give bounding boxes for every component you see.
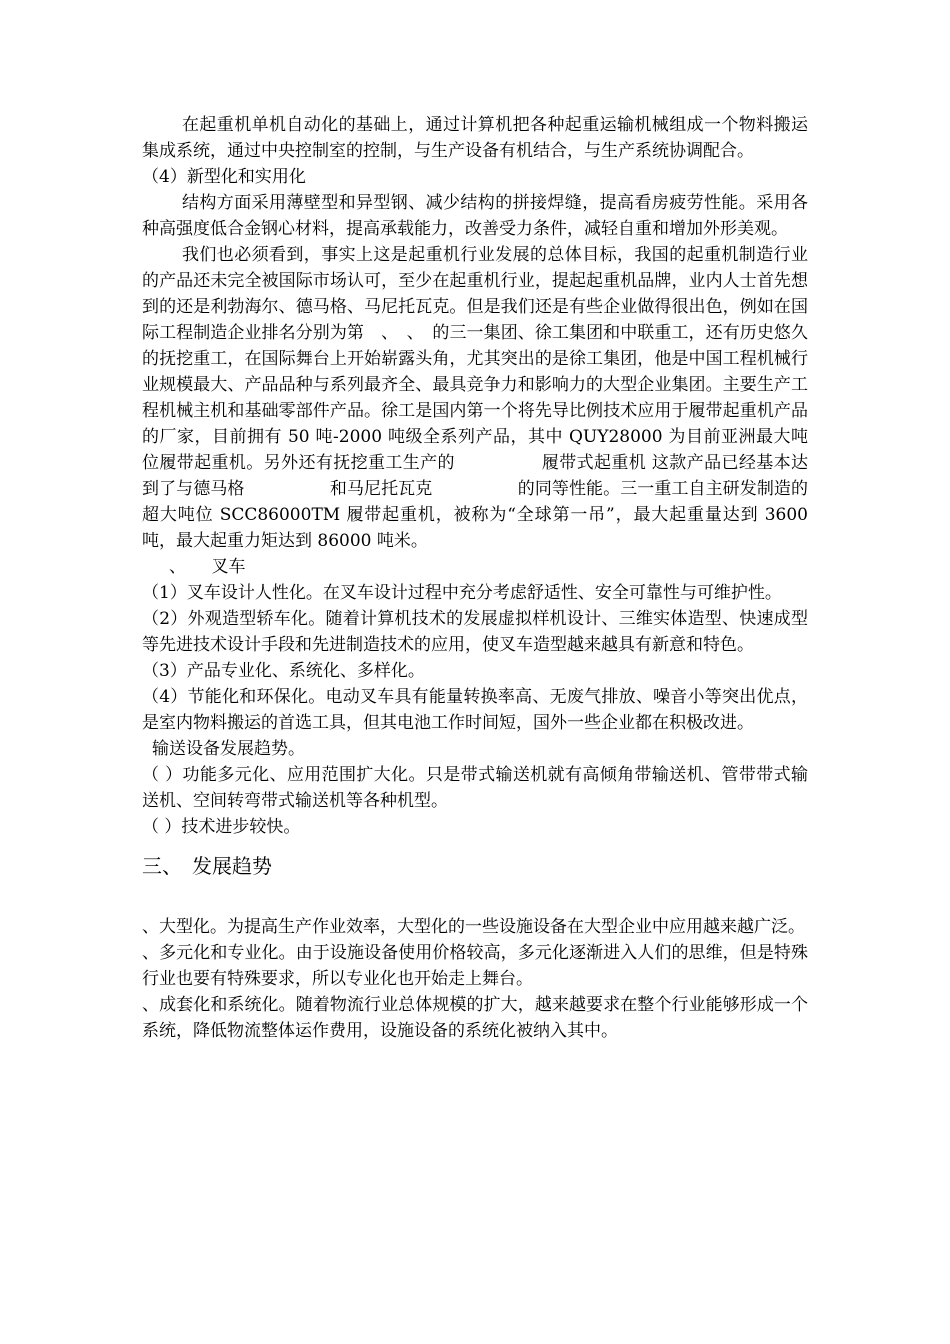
list-item-forklift-2: （2）外观造型轿车化。随着计算机技术的发展虚拟样机设计、三维实体造型、快速成型等先进技术设计手段和先进制造技术的应用，使叉车造型越来越具有新意和特色。 (142, 609, 808, 655)
list-item-forklift-4: （4）节能化和环保化。电动叉车具有能量转换率高、无废气排放、噪音小等突出优点，是室内物料搬运的首选工具，但其电池工作时间短，国外一些企业都在积极改进。 (142, 687, 808, 733)
list-item-trend-3: 、成套化和系统化。随着物流行业总体规模的扩大，越来越要求在整个行业能够形成一个系统，降低物流整体运作费用，设施设备的系统化被纳入其中。 (142, 995, 808, 1041)
list-item-forklift-3: （3）产品专业化、系统化、多样化。 (142, 661, 425, 681)
list-item-trend-1: 、大型化。为提高生产作业效率，大型化的一些设施设备在大型企业中应用越来越广泛。 (142, 917, 805, 937)
subheading-forklift: 、 叉车 (152, 557, 246, 577)
document-body (142, 112, 808, 1044)
list-item-forklift-1: （1）叉车设计人性化。在叉车设计过程中充分考虑舒适性、安全可靠性与可维护性。 (142, 583, 782, 603)
paragraph-crane-automation: 在起重机单机自动化的基础上，通过计算机把各种起重运输机械组成一个物料搬运集成系统，通过中央控制室的控制，与生产设备有机结合，与生产系统协调配合。 (142, 115, 808, 161)
list-item-conveyor-2: （ ）技术进步较快。 (142, 817, 301, 837)
subheading-new-practical: （4）新型化和实用化 (142, 167, 306, 187)
subheading-conveyor: 输送设备发展趋势。 (152, 739, 305, 759)
section-heading-trends: 三、 发展趋势 (142, 854, 272, 878)
list-item-conveyor-1: （ ）功能多元化、应用范围扩大化。只是带式输送机就有高倾角带输送机、管带带式输送机、空间转弯带式输送机等各种机型。 (142, 765, 808, 811)
list-item-trend-2: 、多元化和专业化。由于设施设备使用价格较高，多元化逐渐进入人们的思维，但是特殊行业也要有特殊要求，所以专业化也开始走上舞台。 (142, 943, 808, 989)
paragraph-structure: 结构方面采用薄壁型和异型钢、减少结构的拼接焊缝，提高看房疲劳性能。采用各种高强度低合金钢心材料，提高承载能力，改善受力条件，减轻自重和增加外形美观。 (142, 193, 808, 239)
paragraph-industry: 我们也必须看到，事实上这是起重机行业发展的总体目标，我国的起重机制造行业的产品还未完全被国际市场认可，至少在起重机行业，提起起重机品牌，业内人士首先想到的还是利勃海尔、德马格、马尼托瓦克。但是我们还是有些企业做得很出色，例如在国际工程制造企业排名分别为第 、 、 的三一集团、徐工集团和中联重工，还有历史悠久的抚挖重工，在国际舞台上开始崭露头角，尤其突出的是徐工集团，他是中国工程机械行业规模最大、产品品种与系列最齐全、最具竞争力和影响力的大型企业集团。主要生产工程机械主机和基础零部件产品。徐工是国内第一个将先导比例技术应用于履带起重机产品的厂家，目前拥有 50 吨-2000 吨级全系列产品，其中 QUY28000 为目前亚洲最大吨位履带起重机。另外还有抚挖重工生产的 履带式起重机 这款产品已经基本达到了与德马格 和马尼托瓦克 的同等性能。三一重工自主研发制造的超大吨位 SCC86000TM 履带起重机，被称为“全球第一吊”，最大起重量达到 3600 吨，最大起重力矩达到 86000 吨米。 (142, 245, 808, 551)
